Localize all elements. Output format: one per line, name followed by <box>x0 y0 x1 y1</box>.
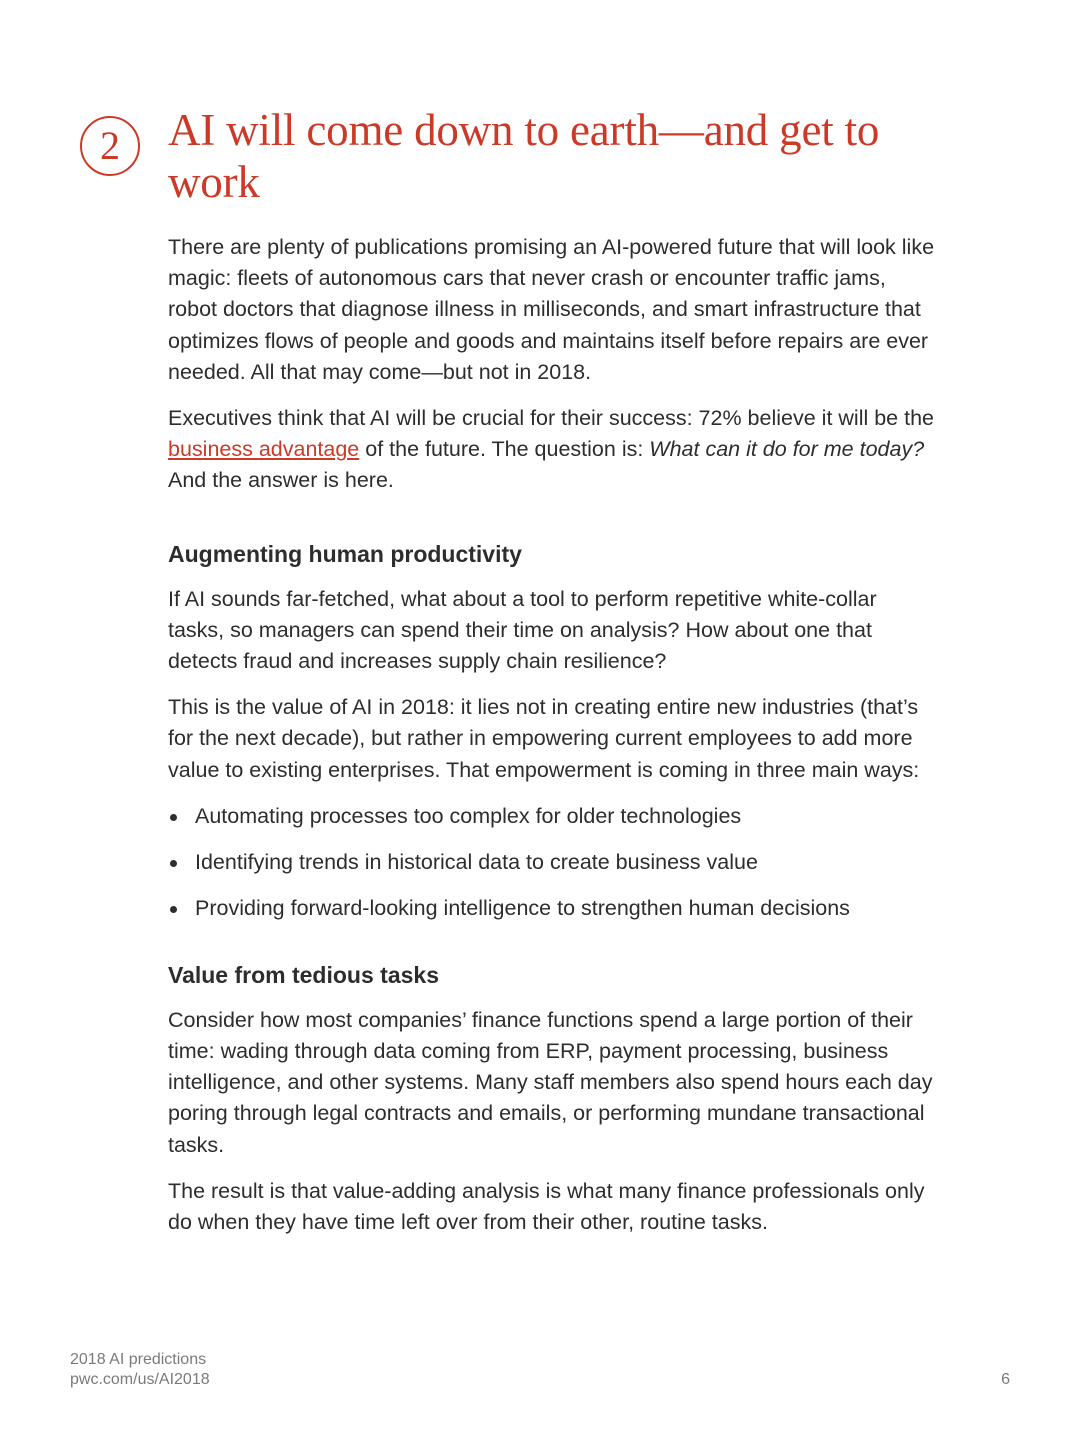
tedious-paragraph-2: The result is that value-adding analysis is what many finance professionals only do when they have time left over from their other, routine tasks. <box>168 1178 925 1235</box>
intro-paragraph-1: There are plenty of publications promising an AI-powered future that will look like magic: fleets of autonomous cars that never crash or encounter traffic jams, robot doctors that diagnose illness in milliseconds, and smart infrastructure that optimizes flows of people and goods and maintains itself before repairs are ever needed. All that may come—but not in 2018. <box>168 235 935 384</box>
section-title: AI will come down to earth—and get to work <box>168 105 880 207</box>
business-advantage-link[interactable]: business advantage <box>168 437 360 462</box>
list-item-text: Providing forward-looking intelligence to strengthen human decisions <box>195 895 850 920</box>
augmenting-paragraph-1: If AI sounds far-fetched, what about a tool to perform repetitive white-collar tasks, so managers can spend their time on analysis? How about one that detects fraud and increases supply chain resilience? <box>168 586 877 674</box>
footer-publication-info <box>70 1350 210 1390</box>
intro-p2-text-start: Executives think that AI will be crucial for their success: 72% believe it will be the <box>168 406 934 431</box>
intro-p2-italic-question: What can it do for me today? <box>649 437 925 462</box>
bullet-icon <box>170 906 177 913</box>
intro-p2-text-middle: of the future. The question is: <box>359 437 650 462</box>
list-item-text: Automating processes too complex for older technologies <box>195 803 742 828</box>
intro-paragraph-2 <box>168 403 938 497</box>
list-item <box>168 893 938 924</box>
footer-publication-title: 2018 AI predictions <box>70 1351 207 1368</box>
section-number: 2 <box>100 123 120 168</box>
bullet-icon <box>170 814 177 821</box>
bullet-icon <box>170 860 177 867</box>
augmenting-paragraph-2: This is the value of AI in 2018: it lies not in creating entire new industries (that’s for the next decade), but rather in empowering current employees to add more value to existing enterprises. That empowerment is coming in three main ways: <box>168 695 920 782</box>
footer-url: pwc.com/us/AI2018 <box>70 1371 210 1388</box>
heading-augmenting-human-productivity: Augmenting human productivity <box>168 540 522 567</box>
list-item <box>168 801 938 832</box>
section-number-badge <box>80 116 140 176</box>
list-item <box>168 847 938 878</box>
tedious-paragraph-1: Consider how most companies’ finance functions spend a large portion of their time: wading through data coming from ERP, payment processing, business intelligence, and other systems. Many staff members also spend hours each day poring through legal contracts and emails, or performing mundane transactional tasks. <box>168 1007 933 1157</box>
intro-p2-text-end: And the answer is here. <box>168 468 394 493</box>
page-number: 6 <box>1001 1371 1010 1388</box>
list-item-text: Identifying trends in historical data to create business value <box>195 849 758 874</box>
heading-value-from-tedious-tasks: Value from tedious tasks <box>168 961 439 988</box>
empowerment-ways-list <box>168 801 938 924</box>
article-body <box>168 232 938 1253</box>
